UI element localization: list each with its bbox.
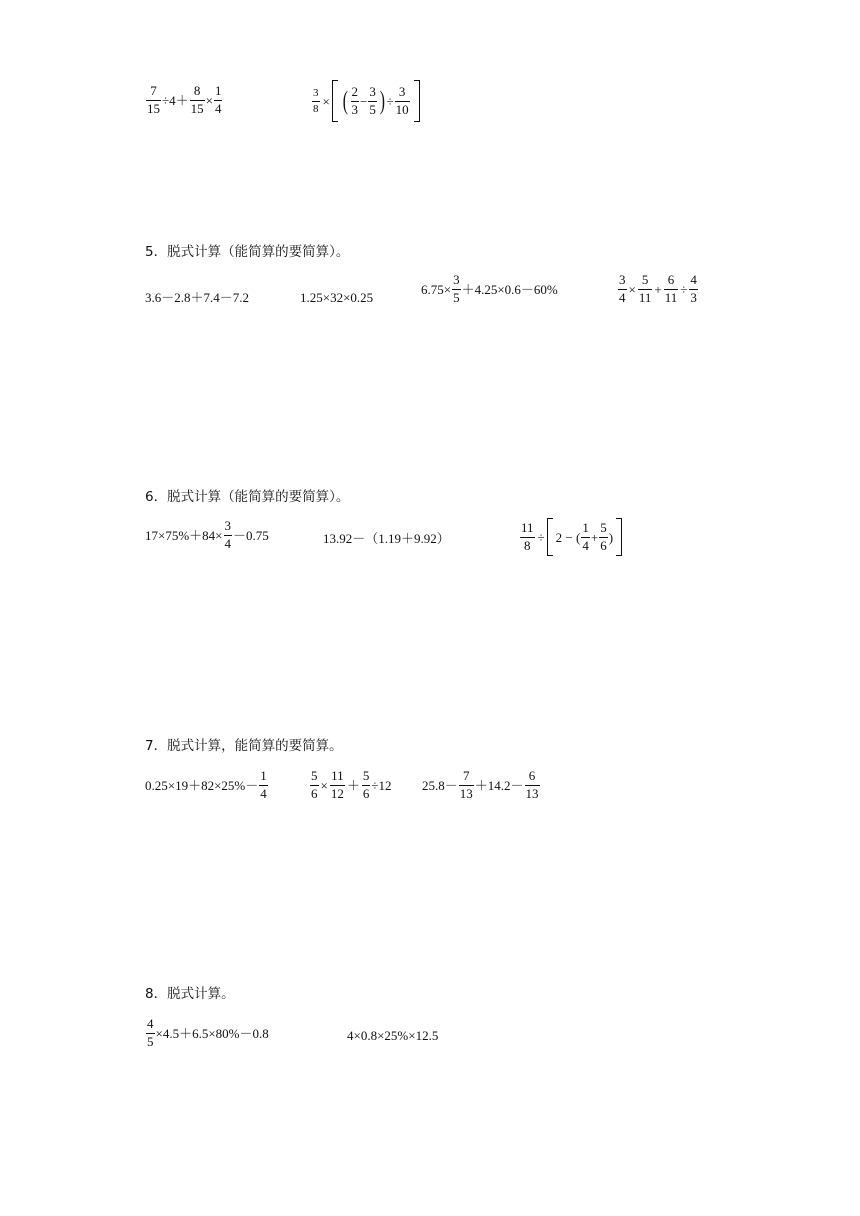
expression-top-2 [311, 80, 420, 122]
expression-text: + [654, 281, 662, 297]
expression-text: ＋14.2－ [474, 777, 524, 793]
expression-text: 25.8－ [422, 777, 458, 793]
q5-expression-4 [617, 273, 699, 306]
fraction: $\frac{3}{4}$ [224, 518, 231, 551]
expression-text: ) [608, 529, 614, 545]
expression-top-1 [145, 84, 223, 117]
fraction: $\frac{4}{3}$ [690, 272, 697, 305]
expression-text: 6.75× [421, 281, 452, 297]
fraction: $\frac{3}{5}$ [453, 272, 460, 305]
expression-text: －0.75 [233, 527, 269, 543]
fraction: $\frac{8}{15}$ [190, 83, 204, 116]
fraction: $\frac{5}{6}$ [362, 768, 370, 801]
fraction: $\frac{1}{4}$ [582, 519, 589, 553]
fraction: $\frac{6}{13}$ [525, 768, 539, 801]
fraction: $\frac{3}{8}$ [313, 86, 319, 115]
fraction: $\frac{11}{12}$ [330, 768, 344, 801]
fraction: $\frac{5}{6}$ [600, 519, 607, 553]
fraction: $\frac{3}{10}$ [395, 83, 409, 117]
expression-text: 4×0.8×25%×12.5 [347, 1028, 439, 1043]
question-8-heading: 8．脱式计算。 [145, 986, 235, 1002]
q8-expression-2 [347, 1029, 438, 1042]
expression-text: ÷ [680, 281, 688, 297]
q7-expression-2 [309, 769, 392, 802]
q5-expression-1 [145, 291, 249, 304]
right-parenthesis: ) [379, 86, 385, 115]
question-6-heading: 6．脱式计算（能简算的要简算）。 [145, 489, 350, 505]
expression-text: ＋4.25×0.6－60% [461, 281, 558, 297]
expression-text: 1.25×32×0.25 [300, 290, 374, 305]
fraction: $\frac{2}{3}$ [351, 83, 359, 117]
expression-text: 0.25×19＋82×25%－ [145, 777, 259, 793]
expression-text: ÷ [537, 529, 545, 545]
left-parenthesis: ( [342, 86, 348, 115]
fraction: $\frac{6}{11}$ [664, 272, 678, 305]
right-square-bracket [616, 518, 622, 556]
fraction: $\frac{7}{13}$ [459, 768, 473, 801]
expression-text: 13.92－（1.19＋9.92） [323, 531, 450, 546]
expression-text: ÷4＋ [162, 92, 189, 108]
q6-expression-3 [519, 518, 622, 556]
expression-text: ÷12 [371, 777, 392, 793]
expression-text: ＋ [346, 777, 360, 793]
fraction: $\frac{5}{6}$ [311, 768, 318, 801]
expression-text: × [322, 93, 330, 109]
q5-expression-3 [421, 273, 558, 306]
left-square-bracket [332, 80, 338, 122]
left-square-bracket [547, 518, 553, 556]
expression-text: 17×75%＋84× [145, 527, 223, 543]
fraction: $\frac{11}{8}$ [521, 519, 534, 553]
expression-text: − [360, 93, 368, 109]
expression-text: × [628, 281, 636, 297]
q6-expression-1 [145, 519, 269, 552]
expression-text: × [205, 92, 213, 108]
fraction: $\frac{5}{11}$ [638, 272, 652, 305]
q6-expression-2 [323, 532, 450, 545]
fraction: $\frac{4}{5}$ [147, 1016, 154, 1049]
fraction: $\frac{1}{4}$ [214, 83, 222, 116]
question-7-heading: 7．脱式计算，能简算的要简算。 [145, 738, 343, 754]
expression-text: ÷ [386, 93, 394, 109]
right-square-bracket [414, 80, 420, 122]
expression-text: 2 − ( [555, 529, 581, 545]
question-5-heading: 5．脱式计算（能简算的要简算）。 [145, 244, 350, 260]
expression-text: × [320, 777, 328, 793]
fraction: $\frac{7}{15}$ [147, 83, 160, 116]
q7-expression-3 [422, 769, 541, 802]
q8-expression-1 [145, 1017, 269, 1050]
fraction: $\frac{1}{4}$ [260, 768, 267, 801]
expression-text: ×4.5＋6.5×80%－0.8 [155, 1025, 269, 1041]
expression-text: + [590, 529, 599, 545]
expression-text: 3.6－2.8＋7.4－7.2 [145, 290, 250, 305]
q5-expression-2 [300, 291, 373, 304]
fraction: $\frac{3}{5}$ [369, 83, 376, 117]
fraction: $\frac{3}{4}$ [619, 272, 626, 305]
q7-expression-1 [145, 769, 269, 802]
